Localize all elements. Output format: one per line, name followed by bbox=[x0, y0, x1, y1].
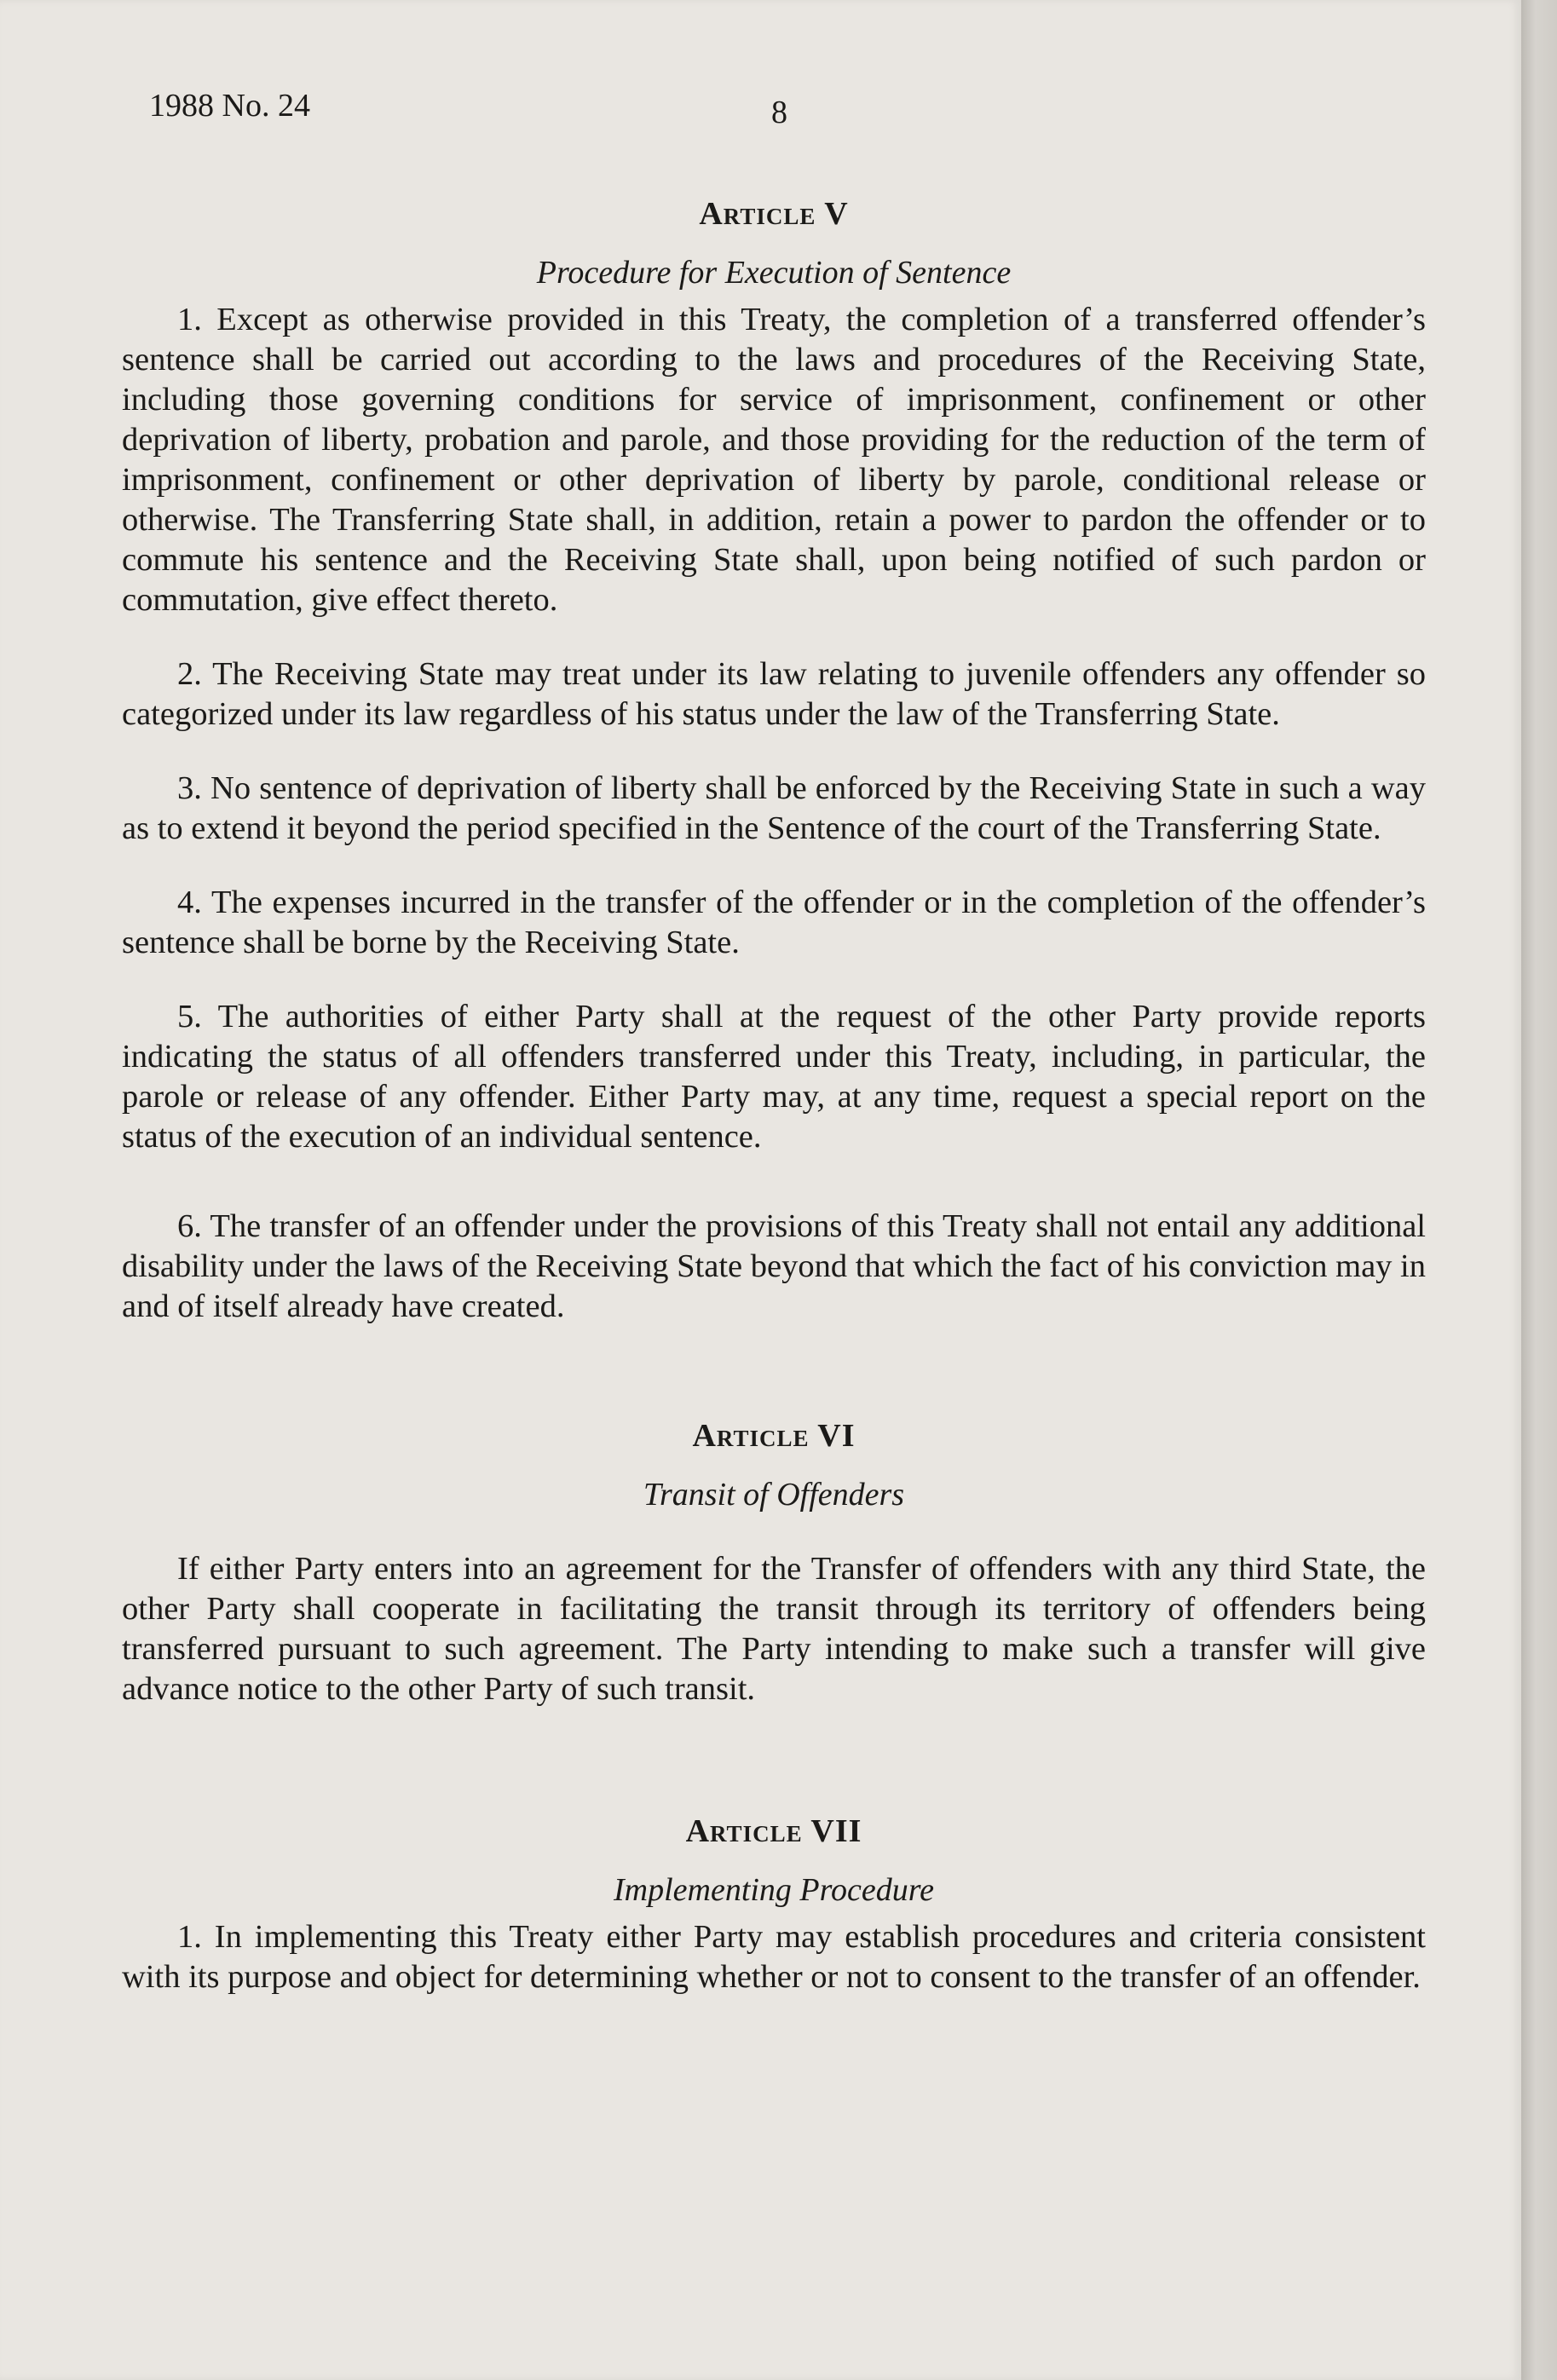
page-number: 8 bbox=[771, 95, 787, 130]
paragraph: 1. Except as otherwise provided in this Treaty, the completion of a transferred offender’s sentence shall be carried out according to the laws and procedures of the Receiving State, including those governing conditions for service of imprisonment, confinement or other deprivation of liberty, probation and parole, and those providing for the reduction of the term of imprisonment, confinement or other deprivation of liberty by parole, conditional release or otherwise. The Transferring State shall, in addition, retain a power to pardon the offender or to commute his sentence and the Receiving State shall, upon being notified of such pardon or commutation, give effect thereto. bbox=[122, 302, 1426, 618]
article-vii bbox=[122, 1812, 1426, 1997]
paragraph: 4. The expenses incurred in the transfer of the offender or in the completion of the offender’s sentence shall be borne by the Receiving State. bbox=[122, 885, 1426, 960]
article-subtitle: Procedure for Execution of Sentence bbox=[536, 255, 1012, 291]
article-title: Article VII bbox=[685, 1813, 862, 1849]
page-edge bbox=[1521, 0, 1557, 2380]
page-header bbox=[149, 87, 1427, 138]
article-title: Article V bbox=[699, 196, 849, 232]
article-vi bbox=[122, 1416, 1426, 1709]
paragraph: 2. The Receiving State may treat under its law relating to juvenile offenders any offender so categorized under its law regardless of his status under the law of the Transferring State. bbox=[122, 656, 1426, 732]
article-subtitle: Transit of Offenders bbox=[643, 1477, 905, 1513]
paragraph: If either Party enters into an agreement for the Transfer of offenders with any third State, the other Party shall cooperate in facilitating the transit through its territory of offenders being transferred pursuant to such agreement. The Party intending to make such a transfer will give advance notice to the other Party of such transit. bbox=[122, 1551, 1426, 1707]
document-body bbox=[122, 194, 1426, 2057]
article-title: Article VI bbox=[692, 1418, 856, 1454]
paragraph: 6. The transfer of an offender under the provisions of this Treaty shall not entail any additional disability under the laws of the Receiving State beyond that which the fact of his conviction may in and of itself already have created. bbox=[122, 1208, 1426, 1324]
paragraph: 3. No sentence of deprivation of liberty shall be enforced by the Receiving State in such a way as to extend it beyond the period specified in the Sentence of the court of the Transferring State. bbox=[122, 770, 1426, 846]
paragraph: 5. The authorities of either Party shall at the request of the other Party provide reports indicating the status of all offenders transferred under this Treaty, including, in particular, the parole or release of any offender. Either Party may, at any time, request a special report on the status of the execution of an individual sentence. bbox=[122, 999, 1426, 1155]
paragraph: 1. In implementing this Treaty either Party may establish procedures and criteria consistent with its purpose and object for determining whether or not to consent to the transfer of an offender. bbox=[122, 1919, 1426, 1995]
gazette-reference: 1988 No. 24 bbox=[149, 88, 310, 124]
article-subtitle: Implementing Procedure bbox=[613, 1872, 934, 1908]
article-v bbox=[122, 194, 1426, 1327]
